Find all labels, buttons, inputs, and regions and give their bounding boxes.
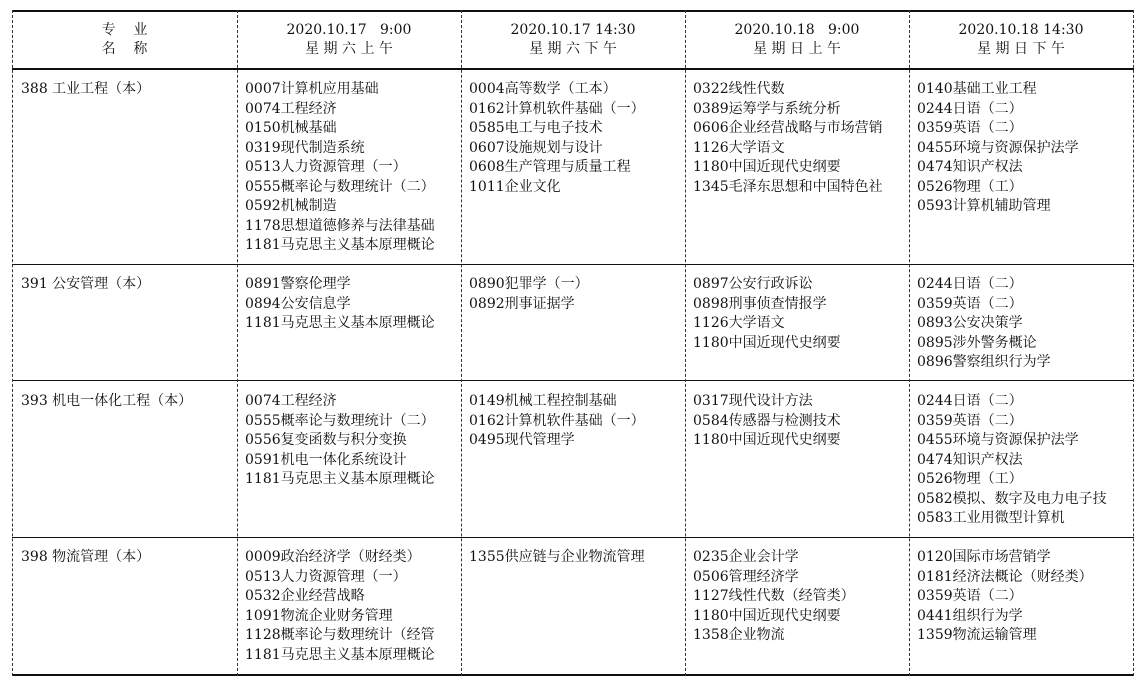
course-entry: 0893公安决策学	[917, 315, 1023, 331]
header-major-line2: 名 称	[101, 41, 148, 57]
course-entry: 0004高等数学（工本）	[469, 81, 617, 97]
course-entry: 0506管理经济学	[693, 568, 799, 585]
course-entry: 0455环境与资源保护法学	[917, 139, 1079, 156]
table-bottom-border	[12, 674, 1134, 676]
course-entry: 0162计算机软件基础（一）	[469, 412, 645, 429]
course-entry: 0359英语（二）	[917, 588, 1023, 604]
course-entry: 1180中国近现代史纲要	[693, 159, 841, 175]
course-entry: 1181马克思主义基本原理概论	[245, 237, 435, 253]
row-divider	[12, 537, 1134, 538]
course-entry: 1181马克思主义基本原理概论	[245, 471, 435, 487]
course-entry: 1180中国近现代史纲要	[693, 607, 841, 624]
course-entry: 0474知识产权法	[917, 159, 1023, 175]
course-entry: 0606企业经营战略与市场营销	[693, 120, 883, 136]
course-entry: 0585电工与电子技术	[469, 120, 603, 136]
header-slot-date: 2020.10.18 14:30	[958, 22, 1084, 38]
major-name: 388 工业工程（本）	[21, 81, 151, 97]
header-slot-label: 星 期 六 上 午	[305, 41, 393, 57]
course-entry: 0896警察组织行为学	[917, 354, 1051, 370]
course-entry: 0007计算机应用基础	[245, 81, 379, 97]
course-entry: 0162计算机软件基础（一）	[469, 100, 645, 117]
course-entry: 0593计算机辅助管理	[917, 198, 1051, 214]
course-entry: 0592机械制造	[245, 198, 337, 214]
course-entry: 0892刑事证据学	[469, 295, 575, 312]
course-entry: 0591机电一体化系统设计	[245, 451, 407, 468]
header-slot-1	[237, 21, 461, 59]
course-entry: 0890犯罪学（一）	[469, 276, 589, 292]
column-divider	[237, 10, 238, 676]
major-name: 391 公安管理（本）	[21, 276, 151, 292]
course-entry: 0359英语（二）	[917, 295, 1023, 312]
course-entry: 0513人力资源管理（一）	[245, 159, 407, 175]
course-entry: 0140基础工业工程	[917, 81, 1037, 97]
course-entry: 0359英语（二）	[917, 412, 1023, 429]
course-entry: 0322线性代数	[693, 81, 785, 97]
course-entry: 1345毛泽东思想和中国特色社	[693, 178, 883, 195]
course-entry: 0074工程经济	[245, 393, 337, 409]
header-slot-label: 星 期 六 下 午	[529, 41, 617, 57]
course-entry: 0235企业会计学	[693, 549, 799, 565]
course-entry: 1178思想道德修养与法律基础	[245, 217, 435, 234]
course-entry: 1180中国近现代史纲要	[693, 334, 841, 351]
header-slot-2	[461, 21, 685, 59]
course-entry: 0895涉外警务概论	[917, 334, 1037, 351]
course-entry: 0359英语（二）	[917, 120, 1023, 136]
left-border	[12, 10, 13, 676]
course-entry: 1126大学语文	[693, 315, 785, 331]
column-divider	[685, 10, 686, 676]
major-name: 393 机电一体化工程（本）	[21, 393, 193, 409]
course-entry: 0608生产管理与质量工程	[469, 159, 631, 175]
course-entry: 1011企业文化	[469, 178, 561, 195]
course-entry: 0891警察伦理学	[245, 276, 351, 292]
course-entry: 0244日语（二）	[917, 393, 1023, 409]
course-entry: 1359物流运输管理	[917, 627, 1037, 643]
course-entry: 0607设施规划与设计	[469, 139, 603, 156]
course-entry: 0583工业用微型计算机	[917, 510, 1065, 526]
course-entry: 0455环境与资源保护法学	[917, 432, 1079, 448]
course-entry: 0526物理（工）	[917, 471, 1023, 487]
course-entry: 0150机械基础	[245, 120, 337, 136]
course-entry: 0389运筹学与系统分析	[693, 100, 841, 117]
course-entry: 0244日语（二）	[917, 276, 1023, 292]
course-entry: 0555概率论与数理统计（二）	[245, 178, 435, 195]
course-entry: 1181马克思主义基本原理概论	[245, 315, 435, 331]
course-entry: 0495现代管理学	[469, 432, 575, 448]
course-entry: 0009政治经济学（财经类）	[245, 549, 421, 565]
header-slot-date: 2020.10.17 9:00	[286, 22, 412, 38]
course-entry: 0513人力资源管理（一）	[245, 568, 407, 585]
course-entry: 0894公安信息学	[245, 295, 351, 312]
course-entry: 0149机械工程控制基础	[469, 393, 617, 409]
course-entry: 1180中国近现代史纲要	[693, 432, 841, 448]
course-entry: 0474知识产权法	[917, 451, 1023, 468]
header-major-name	[12, 21, 237, 59]
course-entry: 0897公安行政诉讼	[693, 276, 813, 292]
course-entry: 0556复变函数与积分变换	[245, 432, 407, 448]
course-entry: 1358企业物流	[693, 627, 785, 643]
course-entry: 1128概率论与数理统计（经管	[245, 627, 435, 643]
header-major-line1: 专 业	[101, 22, 148, 38]
course-entry: 1355供应链与企业物流管理	[469, 549, 645, 565]
course-entry: 0317现代设计方法	[693, 393, 813, 409]
course-entry: 0582模拟、数字及电力电子技	[917, 490, 1107, 507]
header-bottom-rule	[12, 68, 1134, 70]
column-divider	[461, 10, 462, 676]
header-slot-date: 2020.10.17 14:30	[510, 22, 636, 38]
course-entry: 0181经济法概论（财经类）	[917, 568, 1093, 585]
course-entry: 0120国际市场营销学	[917, 549, 1051, 565]
course-entry: 1091物流企业财务管理	[245, 607, 393, 624]
header-slot-label: 星 期 日 下 午	[977, 41, 1065, 57]
course-entry: 0584传感器与检测技术	[693, 412, 841, 429]
course-entry: 0532企业经营战略	[245, 588, 365, 604]
course-entry: 1126大学语文	[693, 139, 785, 156]
course-entry: 0441组织行为学	[917, 607, 1023, 624]
course-entry: 0074工程经济	[245, 100, 337, 117]
course-entry: 0526物理（工）	[917, 178, 1023, 195]
major-name: 398 物流管理（本）	[21, 549, 151, 565]
header-slot-date: 2020.10.18 9:00	[734, 22, 860, 38]
course-entry: 1181马克思主义基本原理概论	[245, 646, 435, 663]
row-divider	[12, 264, 1134, 265]
course-entry: 1127线性代数（经管类）	[693, 588, 855, 604]
course-entry: 0319现代制造系统	[245, 139, 365, 156]
column-divider	[909, 10, 910, 676]
table-top-border	[12, 10, 1134, 12]
course-entry: 0898刑事侦查情报学	[693, 295, 827, 312]
right-border	[1133, 10, 1134, 676]
row-divider	[12, 380, 1134, 381]
header-slot-4	[909, 21, 1133, 59]
header-slot-3	[685, 21, 909, 59]
course-entry: 0244日语（二）	[917, 100, 1023, 117]
header-slot-label: 星 期 日 上 午	[753, 41, 841, 57]
course-entry: 0555概率论与数理统计（二）	[245, 412, 435, 429]
